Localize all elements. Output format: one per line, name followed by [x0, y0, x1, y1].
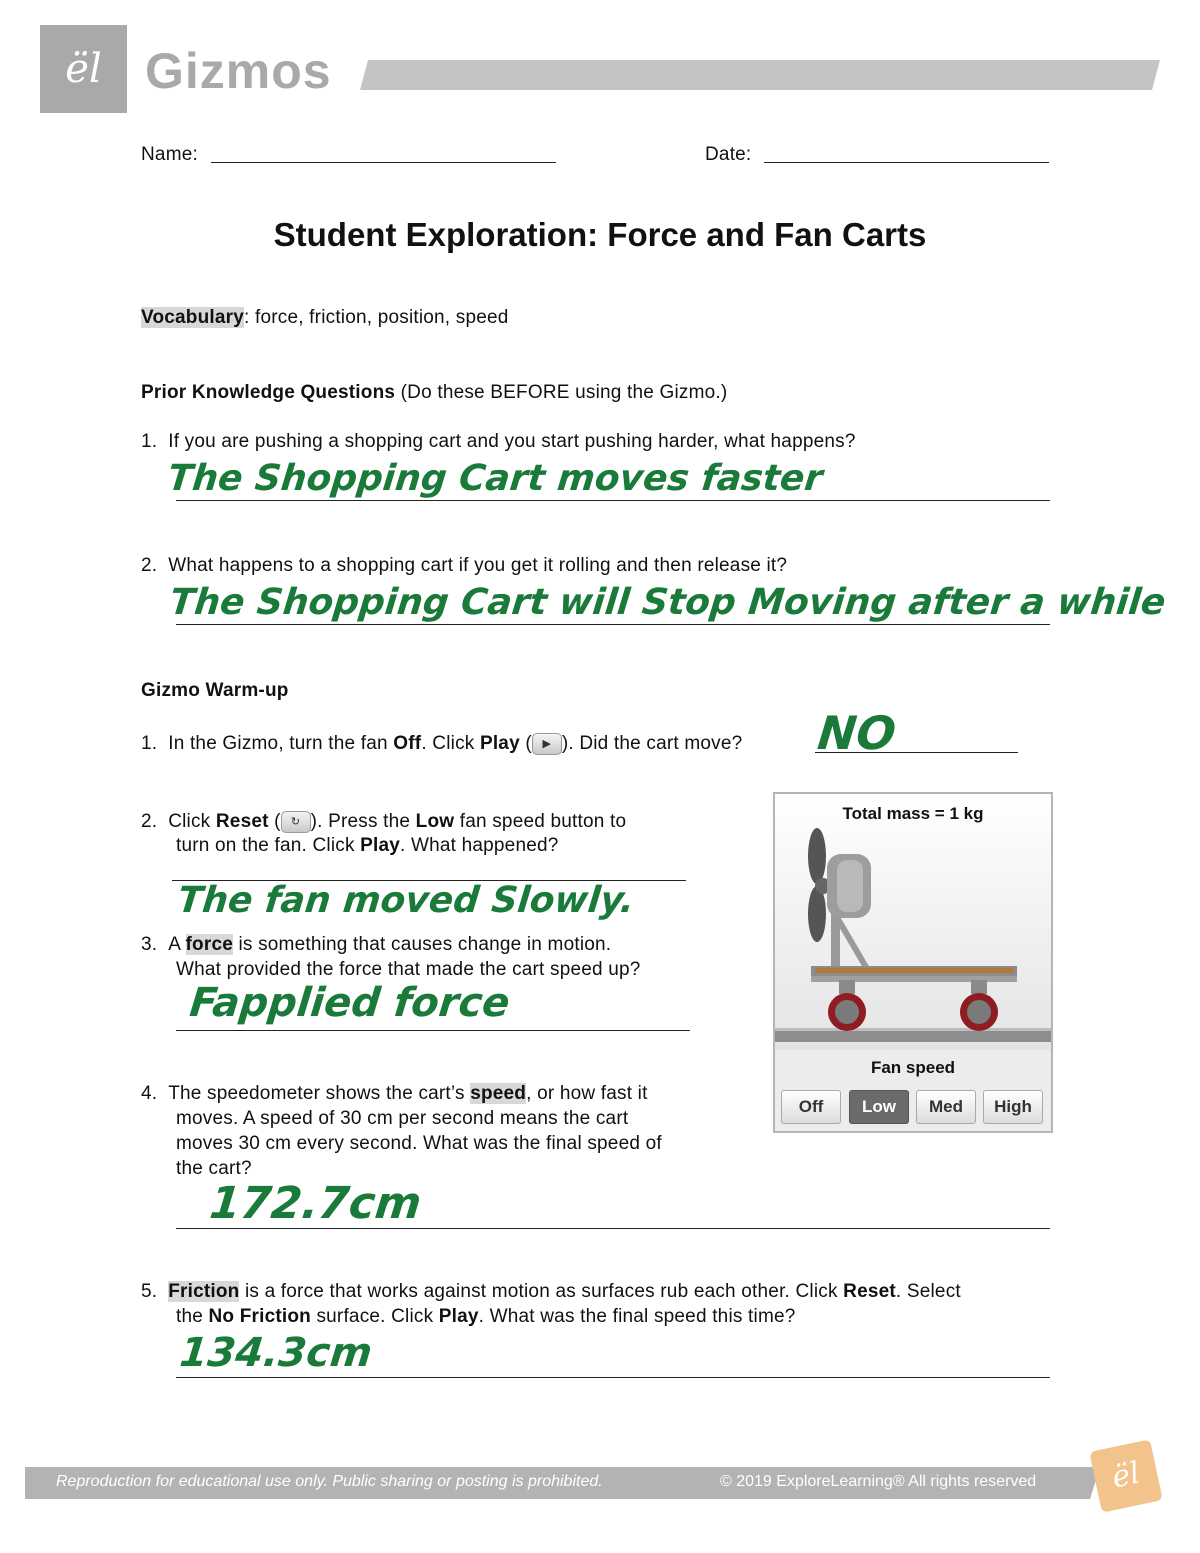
- warmup-question-4-line-3: moves 30 cm every second. What was the final speed of: [176, 1133, 662, 1154]
- warmup-answer-line-3[interactable]: [176, 1030, 690, 1031]
- warmup-answer-2: The fan moved Slowly.: [175, 880, 637, 921]
- warmup-answer-3: Fapplied force: [187, 980, 512, 1026]
- header-bar: [360, 60, 1160, 90]
- warmup-heading: Gizmo Warm-up: [141, 680, 289, 701]
- cart-deck: [815, 968, 1013, 973]
- warmup-answer-5: 134.3cm: [177, 1330, 375, 1376]
- gizmos-logo: ël: [40, 25, 127, 113]
- pk-answer-2: The Shopping Cart will Stop Moving after a while: [167, 582, 1168, 623]
- warmup-answer-line-5[interactable]: [176, 1377, 1050, 1378]
- name-label: Name:: [141, 144, 198, 165]
- warmup-question-1: 1. In the Gizmo, turn the fan Off. Click Play ( ▶ ). Did the cart move?: [141, 733, 743, 754]
- warmup-question-4-line-4: the cart?: [176, 1158, 252, 1179]
- vocabulary-terms: : force, friction, position, speed: [244, 307, 509, 328]
- warmup-question-3-line-2: What provided the force that made the cart speed up?: [176, 959, 641, 980]
- fan-blade-bottom: [808, 886, 826, 942]
- warmup-question-5: 5. Friction is a force that works against motion as surfaces rub each other. Click Reset. Select: [141, 1281, 961, 1302]
- reset-icon: ↻: [281, 811, 311, 833]
- pk-answer-1: The Shopping Cart moves faster: [165, 458, 825, 499]
- footer-copyright: © 2019 ExploreLearning® All rights reserved: [720, 1473, 1037, 1490]
- pk-question-2: 2. What happens to a shopping cart if you get it rolling and then release it?: [141, 555, 788, 576]
- fan-high-button[interactable]: High: [983, 1090, 1043, 1124]
- warmup-question-3: 3. A force is something that causes change in motion.: [141, 934, 612, 955]
- name-field[interactable]: [211, 162, 556, 163]
- vocabulary-label: Vocabulary: [141, 307, 245, 328]
- pk-answer-line-2[interactable]: [176, 624, 1050, 625]
- warmup-question-2-line-2: turn on the fan. Click Play. What happened?: [176, 835, 559, 856]
- vocabulary: [141, 306, 509, 330]
- fan-med-button[interactable]: Med: [916, 1090, 976, 1124]
- date-label: Date:: [705, 144, 752, 165]
- pk-question-1: 1. If you are pushing a shopping cart and you start pushing harder, what happens?: [141, 431, 856, 452]
- fan-blade-top: [808, 828, 826, 884]
- date-field[interactable]: [764, 162, 1049, 163]
- warmup-answer-1: NO: [815, 706, 899, 760]
- play-icon: ▶: [532, 733, 562, 755]
- fan-low-button[interactable]: Low: [849, 1090, 909, 1124]
- prior-knowledge-heading: Prior Knowledge Questions (Do these BEFORE using the Gizmo.): [141, 382, 728, 403]
- brand-name: Gizmos: [145, 43, 332, 99]
- fan-speed-label: Fan speed: [870, 1058, 956, 1077]
- pk-answer-line-1[interactable]: [176, 500, 1050, 501]
- gizmo-panel: [773, 792, 1053, 1133]
- warmup-question-4: 4. The speedometer shows the cart’s speed, or how fast it: [141, 1083, 648, 1104]
- fan-cart-illustration: [775, 794, 1051, 1050]
- footer-notice: Reproduction for educational use only. Public sharing or posting is prohibited.: [56, 1473, 603, 1490]
- warmup-answer-4: 172.7cm: [207, 1178, 424, 1229]
- fan-cart-scene: [775, 794, 1051, 1050]
- page-title: Student Exploration: Force and Fan Carts: [273, 216, 927, 253]
- explorelearning-logo: ël: [1089, 1439, 1163, 1513]
- fan-off-button[interactable]: Off: [781, 1090, 841, 1124]
- warmup-question-2: 2. Click Reset ( ↻ ). Press the Low fan speed button to: [141, 811, 627, 832]
- warmup-question-5-line-2: the No Friction surface. Click Play. What was the final speed this time?: [176, 1306, 796, 1327]
- total-mass-label: Total mass = 1 kg: [842, 804, 984, 823]
- warmup-question-4-line-2: moves. A speed of 30 cm per second means the cart: [176, 1108, 629, 1129]
